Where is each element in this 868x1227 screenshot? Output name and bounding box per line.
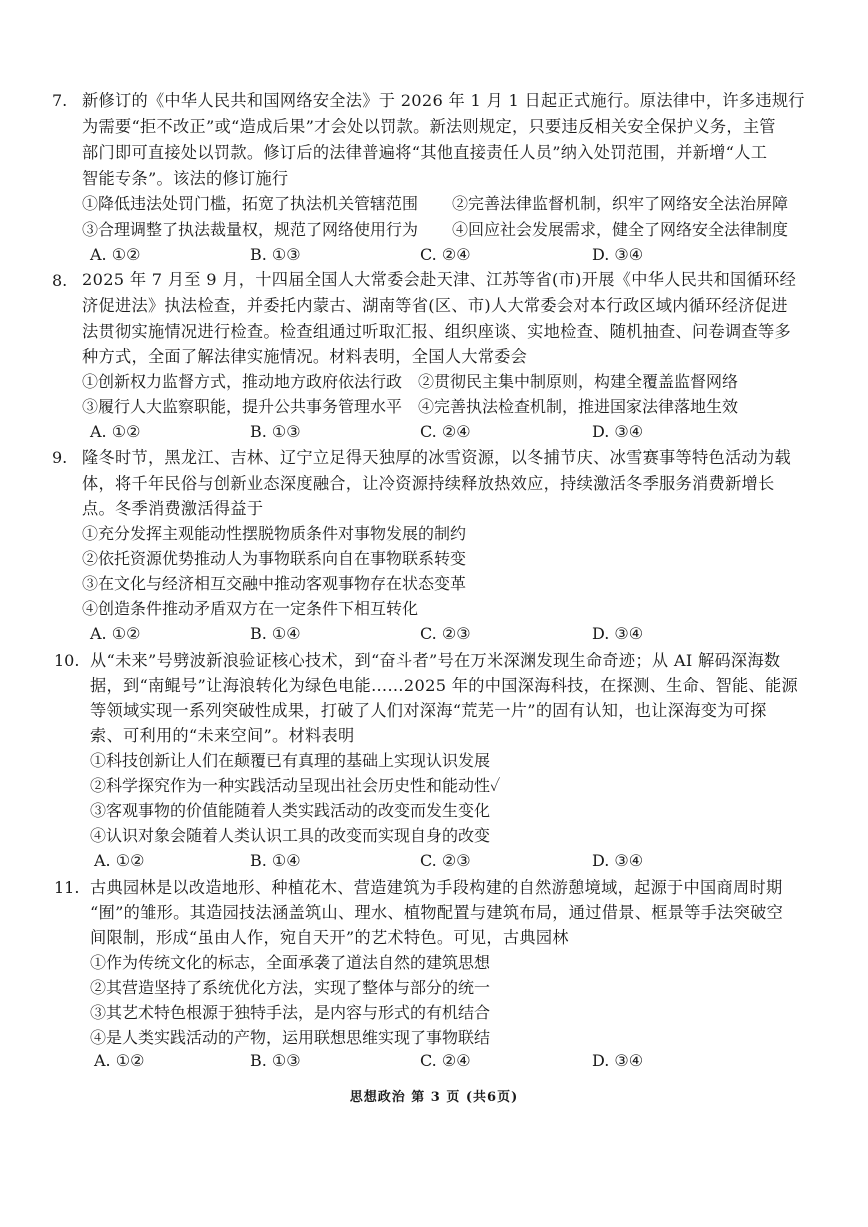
question-stem-line: 隆冬时节，黑龙江、吉林、辽宁立足得天独厚的冰雪资源，以冬捕节庆、冰雪赛事等特色活动为载 — [82, 448, 791, 467]
question-stem-line: “囿”的雏形。其造园技法涵盖筑山、理水、植物配置与建筑布局，通过借景、框景等手法突破空 — [90, 903, 784, 922]
answer-choice-d: D. ③④ — [592, 245, 644, 264]
option-statement: ②依托资源优势推动人为事物联系向自在事物联系转变 — [82, 549, 467, 568]
question-stem-line: 部门即可直接处以罚款。修订后的法律普遍将“其他直接责任人员”纳入处罚范围，并新增“人工 — [82, 143, 768, 162]
answer-choice-a: A. ①② — [90, 422, 141, 441]
option-statement: ①作为传统文化的标志，全面承袭了道法自然的建筑思想 — [90, 953, 491, 972]
option-statement: ③客观事物的价值能随着人类实践活动的改变而发生变化 — [90, 801, 491, 820]
question-stem-line: 2025 年 7 月至 9 月，十四届全国人大常委会赴天津、江苏等省(市)开展《中华人民共和国循环经 — [82, 270, 797, 289]
question-stem-line: 从“未来”号劈波新浪验证核心技术，到“奋斗者”号在万米深渊发现生命奇迹；从 AI 解码深海数 — [90, 651, 781, 670]
option-statement: ①科技创新让人们在颠覆已有真理的基础上实现认识发展 — [90, 751, 491, 770]
option-statement: ②完善法律监督机制，织牢了网络安全法治屏障 — [452, 194, 789, 213]
option-statement: ①创新权力监督方式，推动地方政府依法行政 — [82, 372, 403, 391]
answer-choice-d: D. ③④ — [592, 1051, 644, 1070]
question-number: 8. — [52, 271, 68, 290]
question-stem-line: 点。冬季消费激活得益于 — [82, 499, 264, 518]
answer-choice-a: A. ①② — [90, 624, 141, 643]
question-number: 11. — [54, 878, 80, 897]
question-number: 7. — [52, 91, 68, 110]
option-statement: ④回应社会发展需求，健全了网络安全法律制度 — [452, 220, 789, 239]
question-stem-line: 体，将千年民俗与创新业态深度融合，让冷资源持续释放热效应，持续激活冬季服务消费新增长 — [82, 474, 775, 493]
question-stem-line: 智能专条”。该法的修订施行 — [82, 169, 289, 188]
question-number: 9. — [52, 448, 68, 467]
option-statement: ④是人类实践活动的产物，运用联想思维实现了事物联结 — [90, 1028, 491, 1047]
answer-choice-c: C. ②④ — [420, 1051, 471, 1070]
answer-choice-d: D. ③④ — [592, 422, 644, 441]
option-statement: ①充分发挥主观能动性摆脱物质条件对事物发展的制约 — [82, 524, 467, 543]
answer-choice-b: B. ①③ — [250, 245, 301, 264]
option-statement: ④完善执法检查机制，推进国家法律落地生效 — [418, 397, 739, 416]
answer-choice-c: C. ②④ — [420, 245, 471, 264]
question-stem-line: 间限制，形成“虽由人作，宛自天开”的艺术特色。可见，古典园林 — [90, 928, 569, 947]
question-stem-line: 古典园林是以改造地形、种植花木、营造建筑为手段构建的自然游憩境域，起源于中国商周时期 — [90, 878, 783, 897]
answer-choice-b: B. ①④ — [250, 851, 301, 870]
answer-choice-d: D. ③④ — [592, 851, 644, 870]
question-stem-line: 新修订的《中华人民共和国网络安全法》于 2026 年 1 月 1 日起正式施行。原法律中，许多违规行 — [82, 91, 805, 110]
option-statement: ②其营造坚持了系统优化方法，实现了整体与部分的统一 — [90, 978, 491, 997]
option-statement: ②贯彻民主集中制原则，构建全覆盖监督网络 — [418, 372, 739, 391]
question-stem-line: 据，到“南鲲号”让海浪转化为绿色电能……2025 年的中国深海科技，在探测、生命、智能、能源 — [90, 676, 799, 695]
answer-choice-b: B. ①③ — [250, 1051, 301, 1070]
option-statement: ③履行人大监察职能，提升公共事务管理水平 — [82, 397, 403, 416]
option-statement: ④创造条件推动矛盾双方在一定条件下相互转化 — [82, 599, 419, 618]
option-statement: ②科学探究作为一种实践活动呈现出社会历史性和能动性✓ — [90, 776, 501, 795]
answer-choice-c: C. ②④ — [420, 422, 471, 441]
page-footer: 思想政治 第 3 页 (共6页) — [349, 1090, 519, 1105]
answer-choice-a: A. ①② — [90, 245, 141, 264]
question-stem-line: 法贯彻实施情况进行检查。检查组通过听取汇报、组织座谈、实地检查、随机抽查、问卷调查等多 — [82, 322, 791, 341]
question-number: 10. — [54, 651, 80, 670]
question-stem-line: 种方式，全面了解法律实施情况。材料表明，全国人大常委会 — [82, 347, 528, 366]
answer-choice-c: C. ②③ — [420, 851, 471, 870]
answer-choice-c: C. ②③ — [420, 624, 471, 643]
question-stem-line: 等领域实现一系列突破性成果，打破了人们对深海“荒芜一片”的固有认知，也让深海变为可探 — [90, 701, 767, 720]
option-statement: ③其艺术特色根源于独特手法，是内容与形式的有机结合 — [90, 1003, 491, 1022]
answer-choice-a: A. ①② — [94, 851, 145, 870]
answer-choice-b: B. ①④ — [250, 624, 301, 643]
question-stem-line: 济促进法》执法检查，并委托内蒙古、湖南等省(区、市)人大常委会对本行政区域内循环经济促进 — [82, 296, 788, 315]
option-statement: ①降低违法处罚门槛，拓宽了执法机关管辖范围 — [82, 194, 419, 213]
option-statement: ④认识对象会随着人类认识工具的改变而实现自身的改变 — [90, 826, 491, 845]
answer-choice-b: B. ①③ — [250, 422, 301, 441]
answer-choice-a: A. ①② — [94, 1051, 145, 1070]
question-stem-line: 为需要“拒不改正”或“造成后果”才会处以罚款。新法则规定，只要违反相关安全保护义务，主管 — [82, 117, 776, 136]
question-stem-line: 索、可利用的“未来空间”。材料表明 — [90, 726, 355, 745]
answer-choice-d: D. ③④ — [592, 624, 644, 643]
option-statement: ③在文化与经济相互交融中推动客观事物存在状态变革 — [82, 574, 467, 593]
option-statement: ③合理调整了执法裁量权，规范了网络使用行为 — [82, 220, 419, 239]
